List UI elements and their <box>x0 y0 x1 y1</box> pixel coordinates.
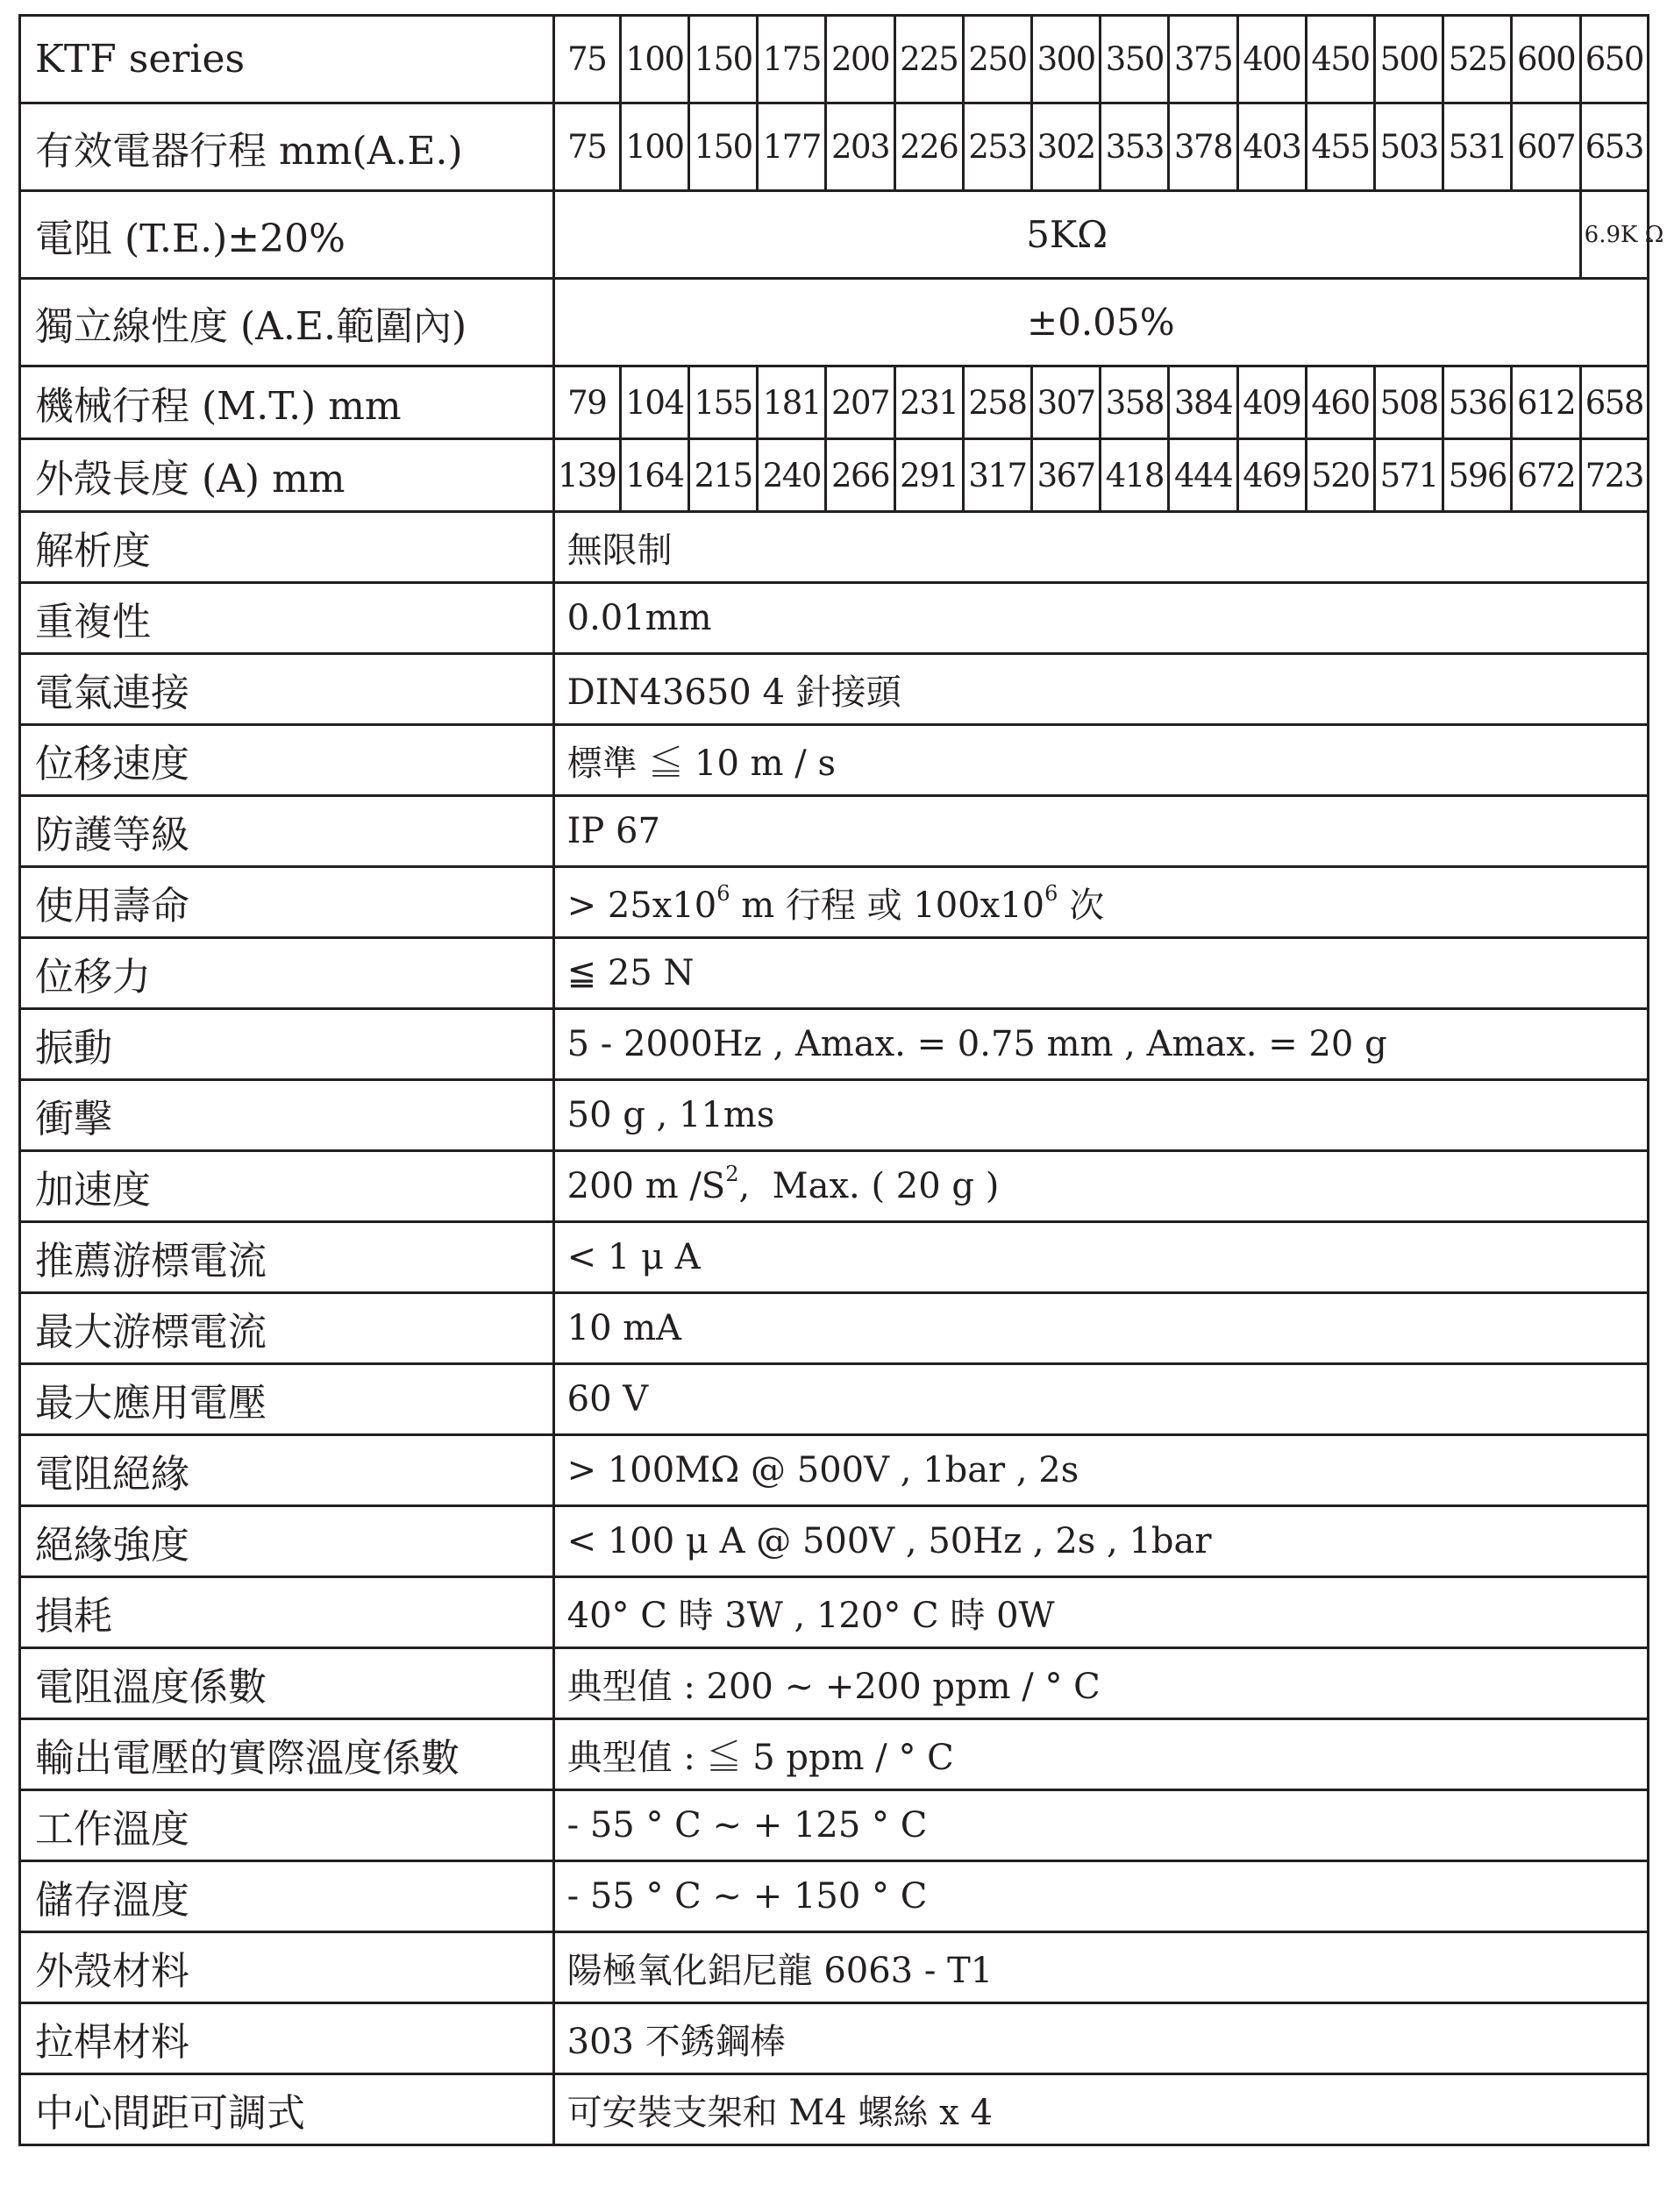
housing-length-cell: 444 <box>1169 439 1237 512</box>
spec-value: DIN43650 4 針接頭 <box>553 654 1648 725</box>
series-header-cell: 375 <box>1169 16 1237 103</box>
series-header-cell: 350 <box>1101 16 1169 103</box>
spec-row <box>20 725 1649 796</box>
series-header-label: KTF series <box>20 16 554 103</box>
spec-value: 可安裝支架和 M4 螺絲 x 4 <box>553 2074 1648 2145</box>
effective-stroke-cell: 177 <box>758 103 826 191</box>
series-header-cell: 300 <box>1032 16 1101 103</box>
series-header-cell: 225 <box>894 16 963 103</box>
spec-label: 最大游標電流 <box>20 1293 554 1364</box>
housing-length-cell: 291 <box>894 439 963 512</box>
series-header-cell: 250 <box>963 16 1031 103</box>
series-header-cell: 75 <box>553 16 620 103</box>
effective-stroke-cell: 503 <box>1375 103 1443 191</box>
series-header-cell: 200 <box>826 16 894 103</box>
mechanical-stroke-label: 機械行程 (M.T.) mm <box>20 366 554 439</box>
spec-label: 使用壽命 <box>20 867 554 938</box>
spec-value <box>553 867 1648 938</box>
spec-label: 推薦游標電流 <box>20 1222 554 1293</box>
spec-label: 絕緣強度 <box>20 1506 554 1577</box>
spec-label: 位移力 <box>20 938 554 1009</box>
effective-stroke-cell: 302 <box>1032 103 1101 191</box>
spec-row <box>20 583 1649 654</box>
mechanical-stroke-cell: 384 <box>1169 366 1237 439</box>
housing-length-row <box>20 439 1649 512</box>
spec-row <box>20 938 1649 1009</box>
spec-value-part: m 行程 或 100x10 <box>730 885 1045 926</box>
spec-row <box>20 1932 1649 2003</box>
spec-value: 0.01mm <box>553 583 1648 654</box>
spec-row <box>20 1648 1649 1719</box>
effective-stroke-cell: 100 <box>620 103 688 191</box>
housing-length-cell: 266 <box>826 439 894 512</box>
spec-value: 標準 ≦ 10 m / s <box>553 725 1648 796</box>
effective-stroke-cell: 203 <box>826 103 894 191</box>
spec-label: 拉桿材料 <box>20 2003 554 2074</box>
housing-length-cell: 139 <box>553 439 620 512</box>
spec-row <box>20 1222 1649 1293</box>
spec-value: - 55 ° C ~ + 125 ° C <box>553 1790 1648 1861</box>
spec-value: < 1 μ A <box>553 1222 1648 1293</box>
spec-value: 60 V <box>553 1364 1648 1435</box>
spec-row <box>20 1719 1649 1790</box>
resistance-label: 電阻 (T.E.)±20% <box>20 191 554 279</box>
spec-label: 最大應用電壓 <box>20 1364 554 1435</box>
spec-label: 電阻溫度係數 <box>20 1648 554 1719</box>
spec-label: 工作溫度 <box>20 1790 554 1861</box>
spec-row <box>20 1790 1649 1861</box>
spec-label: 損耗 <box>20 1577 554 1648</box>
effective-stroke-cell: 253 <box>963 103 1031 191</box>
spec-label: 解析度 <box>20 512 554 583</box>
mechanical-stroke-cell: 231 <box>894 366 963 439</box>
mechanical-stroke-cell: 460 <box>1306 366 1374 439</box>
spec-label: 防護等級 <box>20 796 554 867</box>
series-header-cell: 450 <box>1306 16 1374 103</box>
series-header-row <box>20 16 1649 103</box>
effective-stroke-cell: 378 <box>1169 103 1237 191</box>
mechanical-stroke-cell: 181 <box>758 366 826 439</box>
spec-value: 303 不銹鋼棒 <box>553 2003 1648 2074</box>
spec-value: 50 g , 11ms <box>553 1080 1648 1151</box>
effective-stroke-cell: 607 <box>1512 103 1580 191</box>
spec-value: - 55 ° C ~ + 150 ° C <box>553 1861 1648 1932</box>
mechanical-stroke-cell: 612 <box>1512 366 1580 439</box>
mechanical-stroke-cell: 79 <box>553 366 620 439</box>
mechanical-stroke-cell: 104 <box>620 366 688 439</box>
spec-label: 電氣連接 <box>20 654 554 725</box>
spec-row <box>20 1151 1649 1222</box>
effective-stroke-cell: 653 <box>1580 103 1648 191</box>
spec-label: 位移速度 <box>20 725 554 796</box>
effective-stroke-cell: 75 <box>553 103 620 191</box>
spec-value: 40° C 時 3W , 120° C 時 0W <box>553 1577 1648 1648</box>
effective-stroke-cell: 353 <box>1101 103 1169 191</box>
housing-length-cell: 469 <box>1237 439 1306 512</box>
effective-stroke-label: 有效電器行程 mm(A.E.) <box>20 103 554 191</box>
mechanical-stroke-cell: 409 <box>1237 366 1306 439</box>
spec-label: 重複性 <box>20 583 554 654</box>
spec-row <box>20 1435 1649 1506</box>
spec-value: 典型值 : 200 ~ +200 ppm / ° C <box>553 1648 1648 1719</box>
mechanical-stroke-cell: 508 <box>1375 366 1443 439</box>
spec-value-part: , Max. ( 20 g ) <box>738 1166 1000 1206</box>
housing-length-cell: 215 <box>689 439 758 512</box>
superscript-exponent: 6 <box>716 880 730 906</box>
series-header-cell: 150 <box>689 16 758 103</box>
spec-label: 加速度 <box>20 1151 554 1222</box>
spec-row <box>20 1506 1649 1577</box>
spec-value-part: 200 m /S <box>566 1166 726 1206</box>
mechanical-stroke-cell: 307 <box>1032 366 1101 439</box>
spec-row <box>20 1293 1649 1364</box>
linearity-row <box>20 279 1649 366</box>
spec-row <box>20 654 1649 725</box>
mechanical-stroke-cell: 155 <box>689 366 758 439</box>
series-header-cell: 500 <box>1375 16 1443 103</box>
effective-stroke-cell: 226 <box>894 103 963 191</box>
housing-length-cell: 520 <box>1306 439 1374 512</box>
series-header-cell: 650 <box>1580 16 1648 103</box>
housing-length-cell: 317 <box>963 439 1031 512</box>
linearity-label: 獨立線性度 (A.E.範圍內) <box>20 279 554 366</box>
resistance-value: 5KΩ <box>553 191 1580 279</box>
series-header-cell: 600 <box>1512 16 1580 103</box>
housing-length-cell: 672 <box>1512 439 1580 512</box>
effective-stroke-cell: 150 <box>689 103 758 191</box>
effective-stroke-cell: 455 <box>1306 103 1374 191</box>
series-header-cell: 100 <box>620 16 688 103</box>
spec-row <box>20 1577 1649 1648</box>
spec-row <box>20 867 1649 938</box>
spec-label: 電阻絕緣 <box>20 1435 554 1506</box>
housing-length-cell: 240 <box>758 439 826 512</box>
housing-length-cell: 418 <box>1101 439 1169 512</box>
spec-value: 無限制 <box>553 512 1648 583</box>
spec-label: 儲存溫度 <box>20 1861 554 1932</box>
housing-length-cell: 367 <box>1032 439 1101 512</box>
spec-row <box>20 1364 1649 1435</box>
spec-value: 5 - 2000Hz , Amax. = 0.75 mm , Amax. = 20 g <box>553 1009 1648 1080</box>
spec-label: 振動 <box>20 1009 554 1080</box>
series-header-cell: 400 <box>1237 16 1306 103</box>
spec-label: 衝擊 <box>20 1080 554 1151</box>
spec-value: 陽極氧化鋁尼龍 6063 - T1 <box>553 1932 1648 2003</box>
spec-value <box>553 1151 1648 1222</box>
spec-value: IP 67 <box>553 796 1648 867</box>
mechanical-stroke-row <box>20 366 1649 439</box>
spec-row <box>20 796 1649 867</box>
superscript-exponent: 6 <box>1044 880 1058 906</box>
spec-value: ≦ 25 N <box>553 938 1648 1009</box>
spec-value: 10 mA <box>553 1293 1648 1364</box>
spec-value-part: > 25x10 <box>566 885 717 926</box>
effective-stroke-cell: 403 <box>1237 103 1306 191</box>
spec-row <box>20 2003 1649 2074</box>
linearity-value: ±0.05% <box>553 279 1648 366</box>
mechanical-stroke-cell: 258 <box>963 366 1031 439</box>
spec-row <box>20 512 1649 583</box>
spec-row <box>20 1861 1649 1932</box>
effective-stroke-cell: 531 <box>1443 103 1512 191</box>
mechanical-stroke-cell: 207 <box>826 366 894 439</box>
mechanical-stroke-cell: 658 <box>1580 366 1648 439</box>
spec-table-body <box>20 16 1664 2145</box>
housing-length-cell: 571 <box>1375 439 1443 512</box>
housing-length-label: 外殼長度 (A) mm <box>20 439 554 512</box>
effective-stroke-row <box>20 103 1649 191</box>
superscript-exponent: 2 <box>725 1161 739 1186</box>
housing-length-cell: 164 <box>620 439 688 512</box>
housing-length-cell: 723 <box>1580 439 1648 512</box>
spec-row <box>20 2074 1649 2145</box>
resistance-value-650: 6.9K Ω <box>1580 191 1648 279</box>
spec-label: 中心間距可調式 <box>20 2074 554 2145</box>
mechanical-stroke-cell: 536 <box>1443 366 1512 439</box>
spec-value-part: 次 <box>1058 885 1105 926</box>
series-header-cell: 175 <box>758 16 826 103</box>
spec-value: 典型值 : ≦ 5 ppm / ° C <box>553 1719 1648 1790</box>
spec-row <box>20 1009 1649 1080</box>
spec-table <box>18 14 1664 2146</box>
spec-label: 輸出電壓的實際溫度係數 <box>20 1719 554 1790</box>
spec-value: > 100MΩ @ 500V , 1bar , 2s <box>553 1435 1648 1506</box>
resistance-row <box>20 191 1649 279</box>
mechanical-stroke-cell: 358 <box>1101 366 1169 439</box>
housing-length-cell: 596 <box>1443 439 1512 512</box>
spec-row <box>20 1080 1649 1151</box>
series-header-cell: 525 <box>1443 16 1512 103</box>
spec-value: < 100 μ A @ 500V , 50Hz , 2s , 1bar <box>553 1506 1648 1577</box>
spec-label: 外殼材料 <box>20 1932 554 2003</box>
